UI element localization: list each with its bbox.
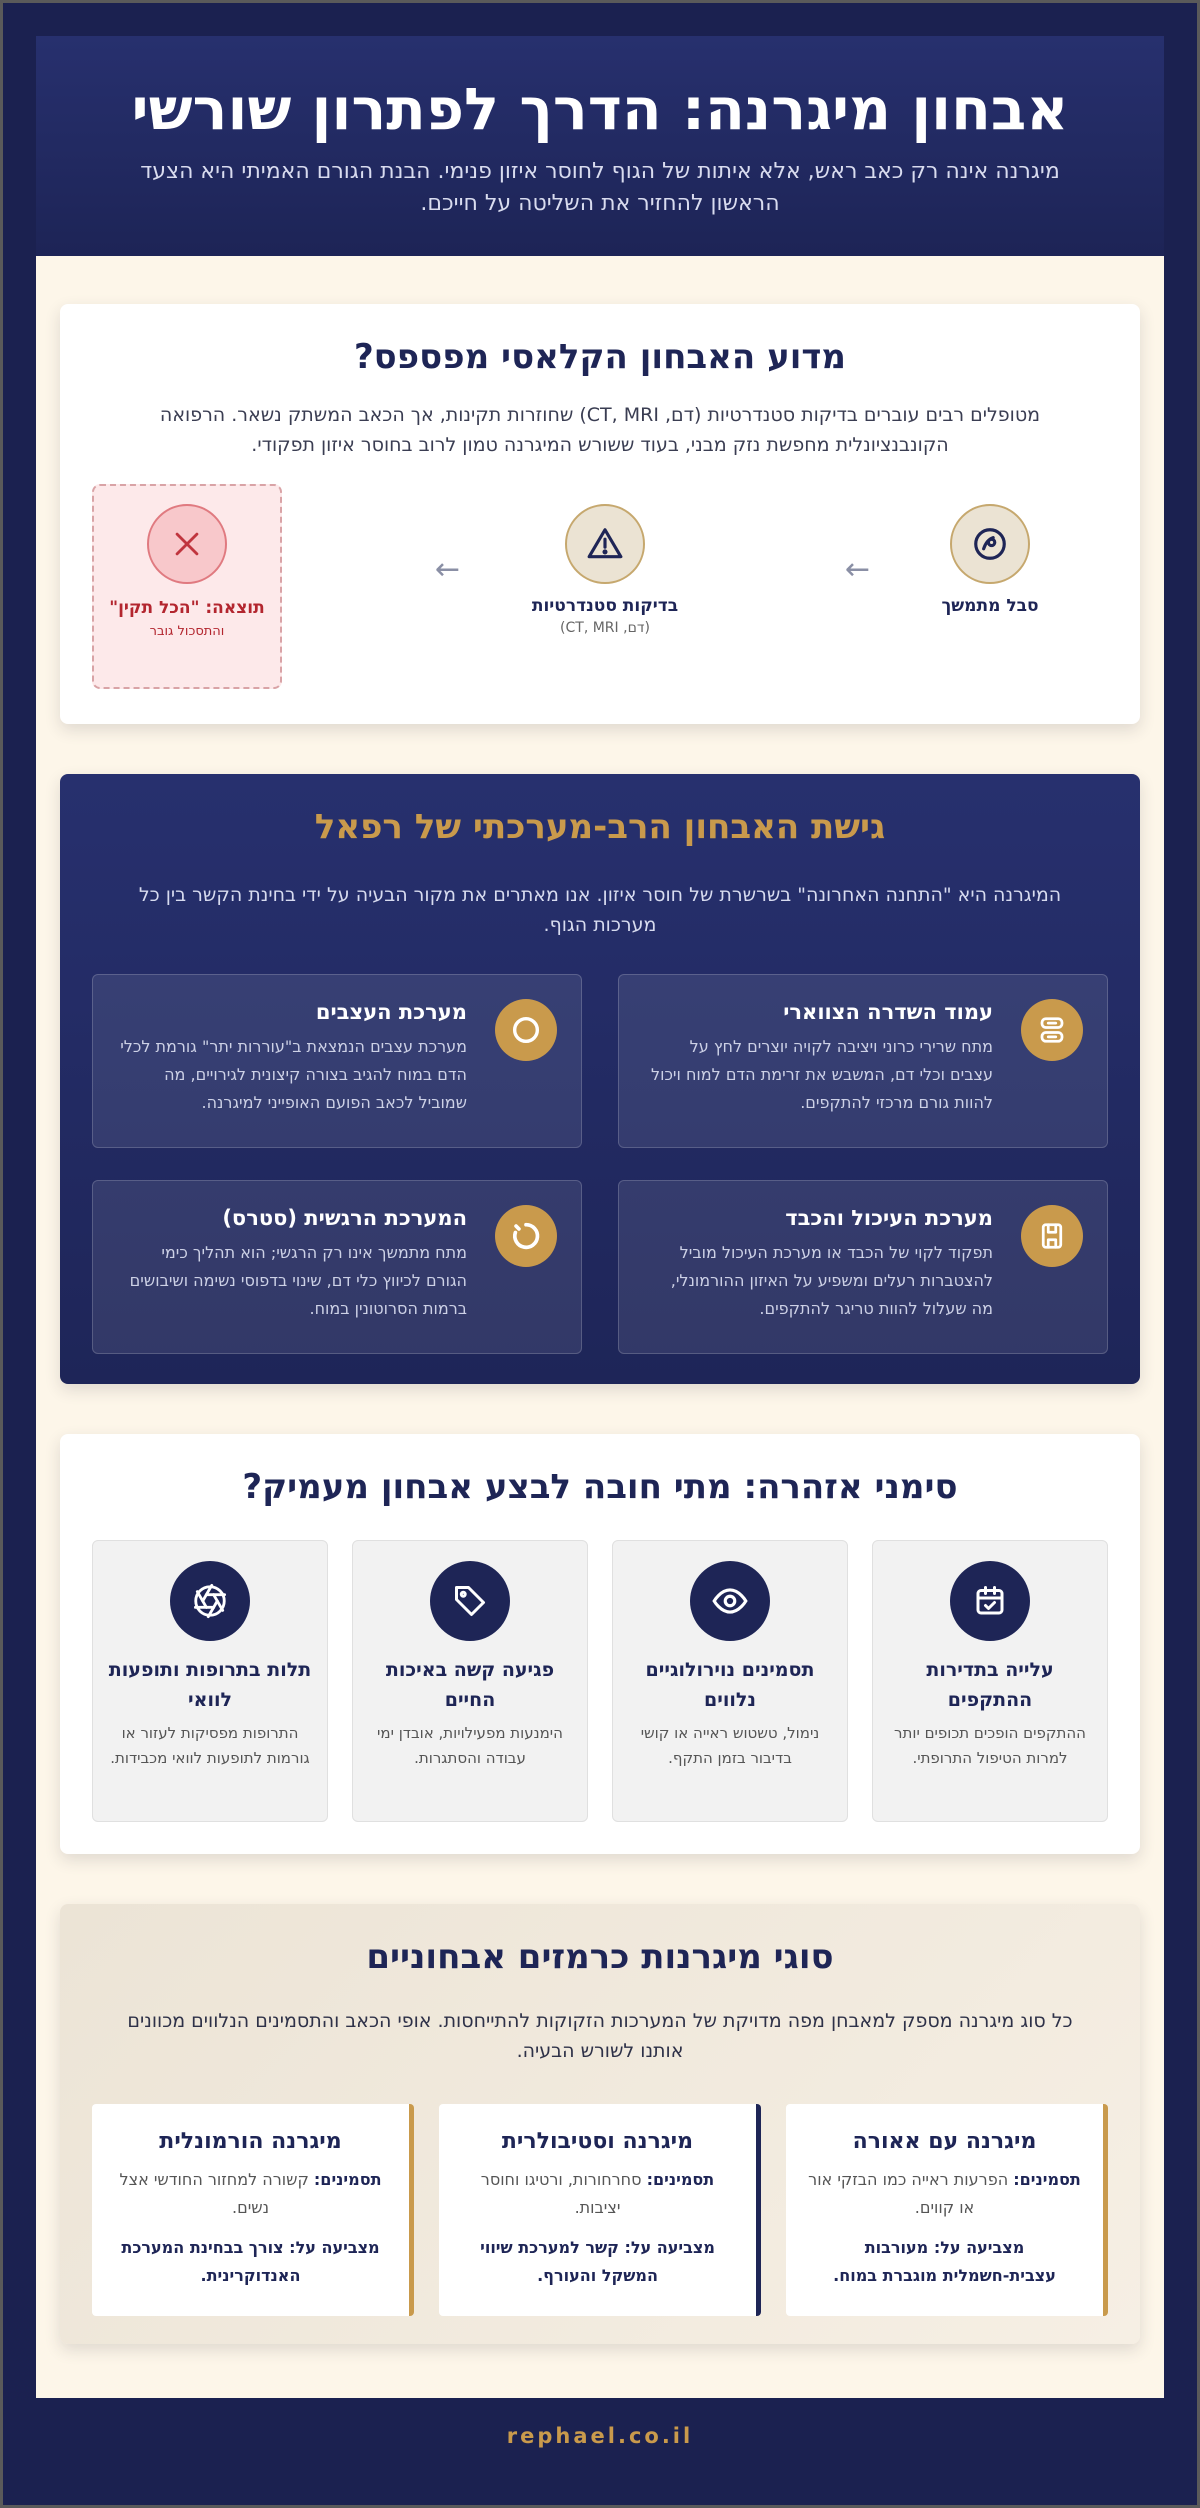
warning-card-medication [92,1540,328,1822]
flow-step-sub: (דם, CT, MRI) [560,620,650,636]
migraine-types-section [60,1904,1140,2344]
warning-desc: הימנעות מפעילויות, אובדן ימי עבודה והסתגרות. [377,1724,563,1767]
tag-icon [430,1561,510,1641]
types-text: כל סוג מיגרנה מספק למאבחן מפה מדויקת של המערכות הזקוקות להתייחסות. אופי הכאב והתסמינים הנלווים מכוונים אותנו לשורש הבעיה. [127,2010,1073,2062]
arrow-left-icon: ← [434,552,460,587]
classic-diagnosis-section [60,304,1140,724]
symptoms-text: קשורה למחזור החודשי אצל נשים. [119,2170,309,2217]
warning-title: תלות בתרופות ותופעות לוואי [108,1659,312,1711]
type-pointer: מצביעה על: מעורבות עצבית-חשמלית מוגברת במוח. [833,2238,1056,2285]
type-pointer: מצביעה על: צורך בבחינת המערכת האנדוקרינית. [121,2238,380,2285]
classic-title: מדוע האבחון הקלאסי מפספס? [353,337,847,377]
symptoms-text: הפרעות ראייה כמו הבזקי אור או קווים. [808,2170,1009,2217]
warning-desc: התרופות מפסיקות לעזור או גורמות לתופעות לוואי מכבידות. [110,1724,310,1767]
approach-text: המיגרנה היא "התחנה האחרונה" בשרשרת של חוסר איזון. אנו מאתרים את מקור הבעיה על ידי בחינת הקשר בין כל מערכות הגוף. [138,884,1062,936]
system-desc: מתח מתמשך אינו רק הרגשי; הוא תהליך כימי הגורם לכיווץ כלי דם, שינוי בדפוסי נשימה ושיבושים ברמות הסרוטונין במוח. [129,1243,467,1318]
digestion-icon [1021,1205,1083,1267]
page-header [36,36,1164,256]
page [36,36,1164,2398]
type-title: מיגרנה עם אאורה [852,2129,1037,2154]
head-pain-icon [950,504,1030,584]
type-symptoms [112,2166,389,2222]
flow-step-suffering [890,504,1090,616]
page-subtitle: מיגרנה אינה רק כאב ראש, אלא איתות של הגוף לחוסר איזון פנימי. הבנת הגורם האמיתי היא הצעד הראשון להחזיר את השליטה על חייכם. [140,159,1060,216]
warning-card-frequency [872,1540,1108,1822]
flow-step-tests [490,504,720,636]
warning-desc: ההתקפים הופכים תכופים יותר למרות הטיפול התרופתי. [894,1724,1086,1767]
warning-icon [565,504,645,584]
result-sub: והתסכול גובר [149,624,225,639]
symptoms-label: תסמינים: [1013,2170,1081,2189]
system-card-digestion [618,1180,1108,1354]
types-title: סוגי מיגרנות כרמזים אבחוניים [366,1937,834,1977]
system-desc: מתח שרירי כרוני ויציבה לקויה יוצרים לחץ על עצבים וכלי דם, המשבש את זרימת הדם למוח ויכול להוות גורם מרכזי להתקפים. [651,1037,993,1112]
symptoms-text: סחרחורות, ורטיגו וחוסר יציבות. [480,2170,642,2217]
system-title: המערכת הרגשית (סטרס) [222,1206,467,1230]
type-card-aura [786,2104,1108,2316]
warning-desc: נימול, טשטוש ראייה או קושי בדיבור בזמן התקף. [640,1724,820,1767]
system-card-spine [618,974,1108,1148]
x-icon [147,504,227,584]
type-pointer: מצביעה על: קשר למערכת שיווי המשקל והעורף. [480,2238,715,2285]
warning-signs-section [60,1434,1140,1854]
symptoms-label: תסמינים: [646,2170,715,2189]
classic-text: מטופלים רבים עוברים בדיקות סטנדרטיות (דם, CT, MRI) שחוזרות תקינות, אך הכאב המשתק נשאר. הרפואה הקונבנציונלית מחפשת נזק מבני, בעוד ששורש המיגרנה טמון לרוב בחוסר איזון תפקודי. [159,404,1041,456]
warning-title: פגיעה קשה באיכות החיים [385,1659,555,1711]
type-title: מיגרנה וסטיבולרית [501,2129,694,2154]
system-card-nerves [92,974,582,1148]
spine-icon [1021,999,1083,1061]
result-title: תוצאה: "הכל תקין" [109,598,265,618]
system-desc: מערכת עצבים הנמצאת ב"עוררות יתר" גורמת לכלי הדם במוח להגיב בצורה קיצונית לגירויים, מה שמוביל לכאב הפועם האופייני למיגרנה. [120,1037,467,1112]
system-card-stress [92,1180,582,1354]
type-symptoms [806,2166,1083,2222]
footer-site-link[interactable]: rephael.co.il [506,2424,694,2448]
system-title: עמוד השדרה הצווארי [783,1000,993,1024]
aperture-icon [170,1561,250,1641]
symptoms-label: תסמינים: [313,2170,382,2189]
approach-section [60,774,1140,1384]
approach-title: גישת האבחון הרב-מערכתי של רפאל [314,807,886,847]
flow-step-title: סבל מתמשך [941,596,1039,616]
warning-title: תסמינים נוירולוגיים נלווים [645,1659,815,1711]
system-title: מערכת העיכול והכבד [785,1206,993,1230]
type-symptoms [459,2166,736,2222]
diagnosis-flow [60,484,1140,689]
arrow-left-icon: ← [844,552,870,587]
page-title: אבחון מיגרנה: הדרך לפתרון שורשי [131,75,1069,143]
stress-icon [495,1205,557,1267]
calendar-icon [950,1561,1030,1641]
system-title: מערכת העצבים [315,1000,467,1024]
warning-title: עלייה בתדירות ההתקפים [926,1659,1054,1711]
warnings-title: סימני אזהרה: מתי חובה לבצע אבחון מעמיק? [242,1467,958,1507]
warning-card-neuro [612,1540,848,1822]
type-title: מיגרנה הורמונלית [159,2129,342,2154]
eye-icon [690,1561,770,1641]
system-desc: תפקוד לקוי של הכבד או מערכת העיכול מוביל להצטברות רעלים ומשפיע על האיזון ההורמונלי, מה שעלול להוות טריגר להתקפים. [670,1243,993,1318]
flow-step-title: בדיקות סטנדרטיות [531,596,679,616]
warning-card-quality [352,1540,588,1822]
type-card-hormonal [92,2104,414,2316]
type-card-vestibular [439,2104,761,2316]
nerve-icon [495,999,557,1061]
result-box [92,484,282,689]
